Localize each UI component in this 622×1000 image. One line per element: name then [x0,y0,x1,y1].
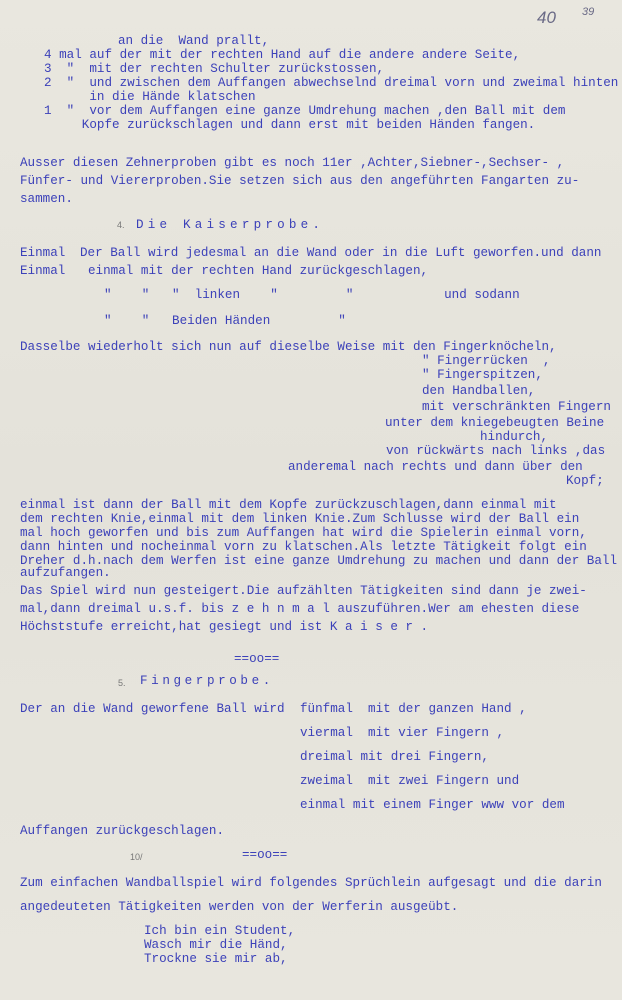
top-line-3: 2 " und zwischen dem Auffangen abwechselnd dreimal vorn und zweimal hinten [44,76,619,90]
para2-line-3: mal hoch geworfen und bis zum Auffangen hat wird die Spielerin einmal vorn, [20,526,587,540]
kaiser-section-marker: 4. [117,220,125,230]
finger-end: Auffangen zurückgeschlagen. [20,824,225,838]
verse-line-3: Trockne sie mir ab, [144,952,288,966]
kaiser-line-1-prefix: Einmal [20,246,66,260]
divider-2-mark: 10/ [130,852,143,862]
para2-line-5: Dreher d.h.nach dem Werfen ist eine ganze Umdrehung zu machen und dann der Ball [20,554,618,568]
finger-col-5: einmal mit einem Finger www vor dem [300,798,565,812]
para1-line-2: Fünfer- und Viererproben.Sie setzen sich aus den angeführten Fangarten zu- [20,174,580,188]
top-line-2: 3 " mit der rechten Schulter zurückstossen, [44,62,385,76]
kaiser-line-3: " " " linken " " und sodann [104,288,520,302]
kaiser-heading: Die Kaiserprobe. [136,218,325,232]
kaiser-list-5: unter dem kniegebeugten Beine [385,416,605,430]
finger-line-1: Der an die Wand geworfene Ball wird [20,702,285,716]
kaiser-list-9: Kopf; [566,474,604,488]
top-line-0: an die Wand prallt, [118,34,270,48]
kaiser-line-1: Der Ball wird jedesmal an die Wand oder in die Luft geworfen.und dann [80,246,602,260]
verse-line-1: Ich bin ein Student, [144,924,296,938]
top-line-4: in die Hände klatschen [44,90,256,104]
kaiser-list-4: mit verschränkten Fingern [422,400,611,414]
para1-line-3: sammen. [20,192,73,206]
para1-line-1: Ausser diesen Zehnerproben gibt es noch 11er ,Achter,Siebner-,Sechser- , [20,156,565,170]
small-page-number: 39 [582,6,595,18]
kaiser-list-3: den Handballen, [422,384,536,398]
para4-line-1: Zum einfachen Wandballspiel wird folgendes Sprüchlein aufgesagt und die darin [20,876,602,890]
divider-1: ==oo== [234,652,280,666]
kaiser-list-1: " Fingerrücken , [422,354,551,368]
para2-line-2: dem rechten Knie,einmal mit dem linken Knie.Zum Schlusse wird der Ball ein [20,512,580,526]
kaiser-list-2: " Fingerspitzen, [422,368,543,382]
kaiser-line-4: " " Beiden Händen " [104,314,346,328]
kaiser-list-8: anderemal nach rechts und dann über den [288,460,583,474]
finger-heading: Fingerprobe. [140,674,274,688]
kaiser-line-5: Dasselbe wiederholt sich nun auf dieselbe Weise mit den Fingerknöcheln, [20,340,557,354]
para2-line-1: einmal ist dann der Ball mit dem Kopfe zurückzuschlagen,dann einmal mit [20,498,557,512]
para4-line-2: angedeuteten Tätigkeiten werden von der Werferin ausgeübt. [20,900,459,914]
divider-2: ==oo== [242,848,288,862]
top-line-6: Kopfe zurückschlagen und dann erst mit beiden Händen fangen. [44,118,536,132]
top-line-1: 4 mal auf der mit der rechten Hand auf die andere andere Seite, [44,48,521,62]
kaiser-list-7: von rückwärts nach links ,das [386,444,606,458]
para3-line-2: mal,dann dreimal u.s.f. bis z e h n m a l auszuführen.Wer am ehesten diese [20,602,580,616]
para3-line-3: Höchststufe erreicht,hat gesiegt und ist K a i s e r . [20,620,429,634]
kaiser-line-2-prefix: Einmal [20,264,66,278]
handwritten-page-number: 40 [537,8,556,27]
finger-col-2: viermal mit vier Fingern , [300,726,505,740]
finger-col-3: dreimal mit drei Fingern, [300,750,489,764]
para2-line-4: dann hinten und nocheinmal vorn zu klatschen.Als letzte Tätigkeit folgt ein [20,540,587,554]
verse-line-2: Wasch mir die Händ, [144,938,288,952]
finger-section-marker: 5. [118,678,126,688]
top-line-5: 1 " vor dem Auffangen eine ganze Umdrehung machen ,den Ball mit dem [44,104,566,118]
para3-line-1: Das Spiel wird nun gesteigert.Die aufzählten Tätigkeiten sind dann je zwei- [20,584,587,598]
finger-col-4: zweimal mit zwei Fingern und [300,774,520,788]
para2-line-6: aufzufangen. [20,566,111,580]
kaiser-line-2: einmal mit der rechten Hand zurückgeschlagen, [88,264,429,278]
finger-col-1: fünfmal mit der ganzen Hand , [300,702,527,716]
kaiser-list-6: hindurch, [480,430,549,444]
